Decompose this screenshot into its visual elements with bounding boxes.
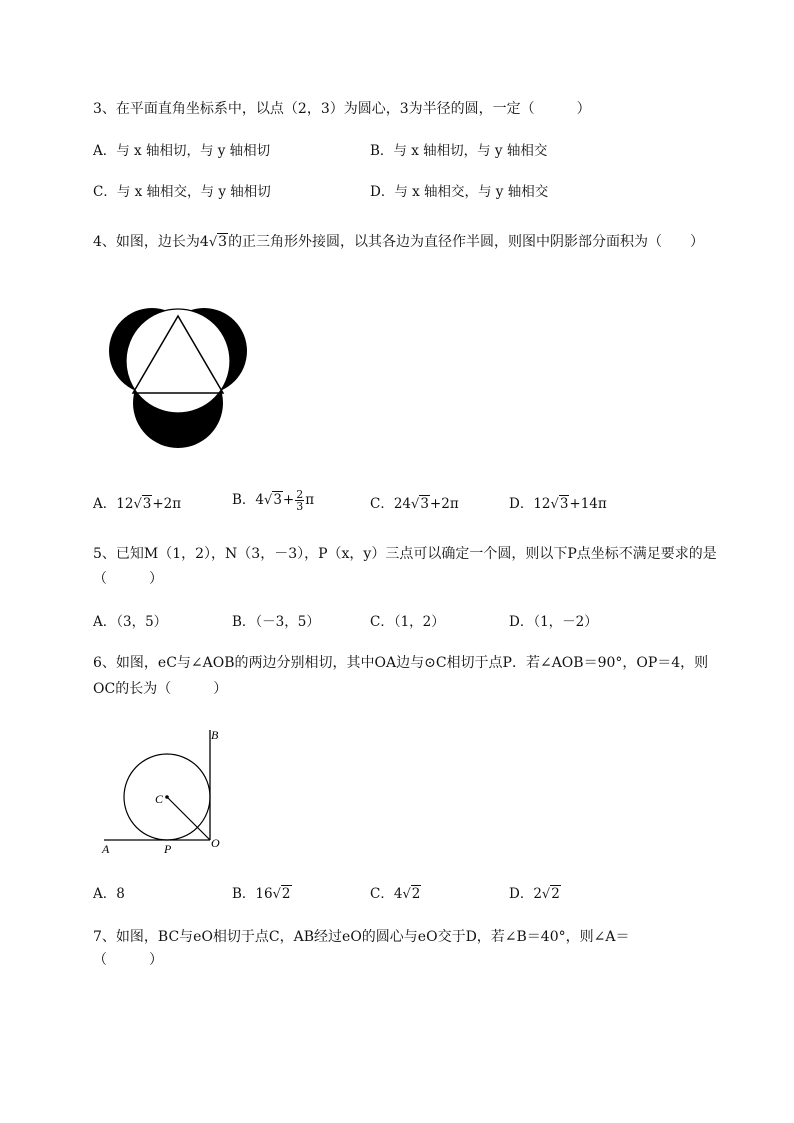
label-b: B <box>211 728 219 742</box>
q6-option-d: D．2√2 <box>509 886 560 902</box>
label-c: C <box>155 792 164 806</box>
q3-option-c: C．与 x 轴相交，与 y 轴相切 <box>93 184 271 200</box>
q5-stem: 5、已知M（1，2），N（3，－3），P（x，y）三点可以确定一个圆，则以下P点坐标不满足要求的是 <box>93 546 717 562</box>
q3-option-a: A．与 x 轴相切，与 y 轴相切 <box>93 143 271 159</box>
q4-option-a: A．12√3+2π <box>93 496 182 512</box>
q3-stem: 3、在平面直角坐标系中，以点（2，3）为圆心，3为半径的圆，一定（ ） <box>93 101 591 117</box>
q5-stem-cont: （ ） <box>93 571 163 587</box>
q4-option-d: D．12√3+14π <box>509 496 607 512</box>
q5-option-c: C．（1，2） <box>370 614 445 630</box>
q4-stem: 4、如图，边长为4√3的正三角形外接圆，以其各边为直径作半圆，则图中阴影部分面积为（ ） <box>93 234 705 250</box>
q6-stem-cont: OC的长为（ ） <box>93 681 228 697</box>
q3-option-d: D．与 x 轴相交，与 y 轴相交 <box>370 184 549 200</box>
q4-figure <box>100 300 260 452</box>
q5-option-b: B．（－3，5） <box>232 614 320 630</box>
q6-option-c: C．4√2 <box>370 886 421 902</box>
q3-option-b: B．与 x 轴相切，与 y 轴相交 <box>370 143 548 159</box>
fraction: $\frac{2}{3}$ <box>296 488 304 513</box>
q4-option-c: C．24√3+2π <box>370 496 459 512</box>
label-o: O <box>211 836 220 850</box>
q6-option-b: B．16√2 <box>232 886 291 902</box>
q5-option-d: D．（1，－2） <box>509 614 598 630</box>
label-p: P <box>164 842 172 856</box>
q7-stem-cont: （ ） <box>93 952 163 968</box>
q6-figure <box>98 725 228 857</box>
q4-option-b: B．4√3+ $\frac{2}{3}$ π <box>232 488 315 513</box>
q6-stem: 6、如图，eC与∠AOB的两边分别相切，其中OA边与⊙C相切于点P．若∠AOB＝90°，OP＝4，则 <box>93 655 709 671</box>
q6-option-a: A．8 <box>93 886 125 902</box>
q5-option-a: A．（3，5） <box>93 614 168 630</box>
q7-stem: 7、如图，BC与eO相切于点C，AB经过eO的圆心与eO交于D，若∠B＝40°，则∠A＝ <box>93 929 630 945</box>
label-a: A <box>102 842 110 856</box>
